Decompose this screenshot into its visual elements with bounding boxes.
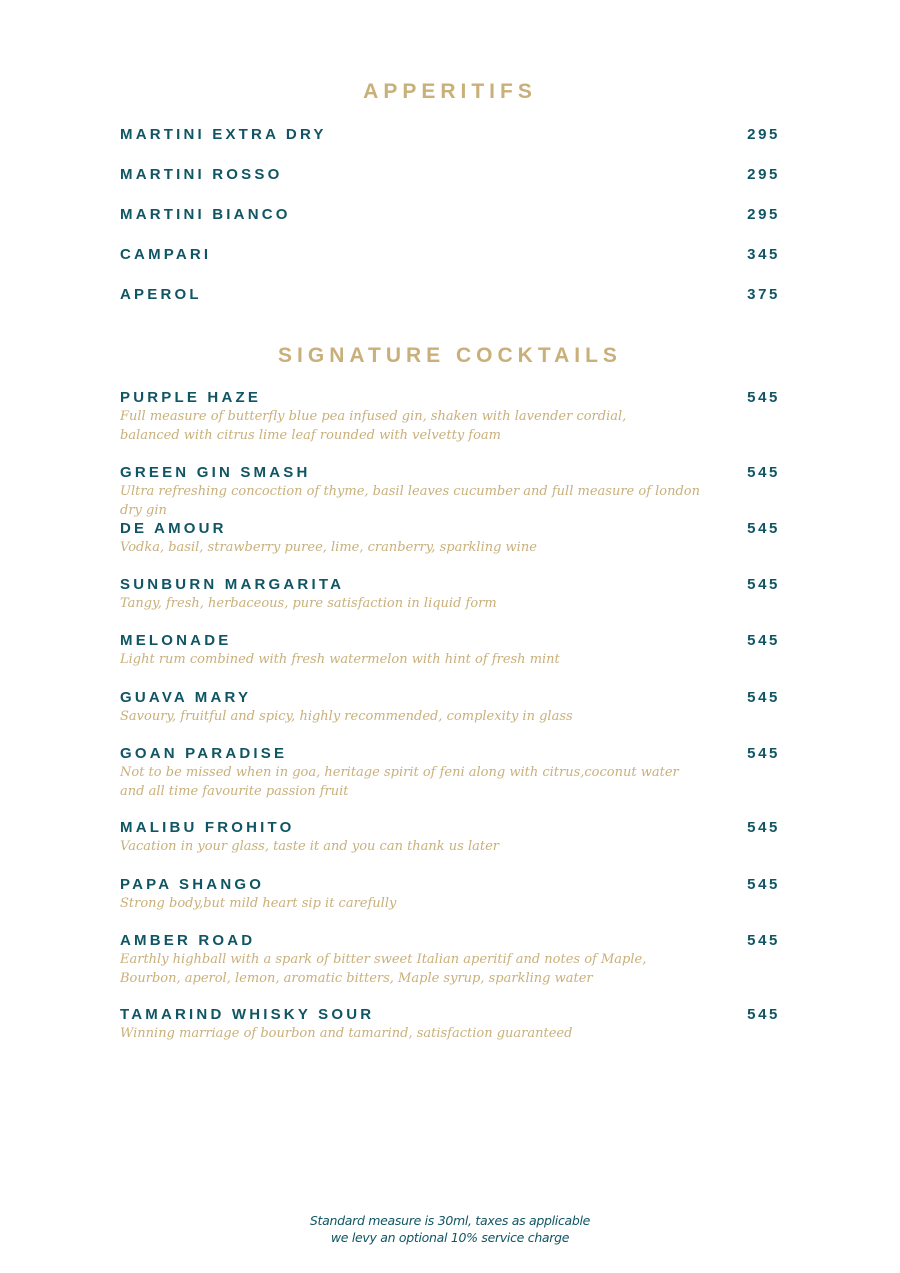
- item-name: MARTINI BIANCO: [120, 206, 291, 223]
- item-name: APEROL: [120, 286, 202, 303]
- menu-item-martini-extra-dry: [120, 125, 780, 145]
- item-price: 545: [747, 932, 780, 949]
- item-description: Strong body,but mild heart sip it carefully: [120, 896, 397, 911]
- item-name: GREEN GIN SMASH: [120, 464, 311, 481]
- item-name: MELONADE: [120, 632, 232, 649]
- menu-item-sunburn-margarita: [120, 575, 780, 614]
- item-name: PAPA SHANGO: [120, 876, 265, 893]
- item-price: 295: [747, 166, 780, 183]
- item-price: 295: [747, 206, 780, 223]
- footer-line-measure: Standard measure is 30ml, taxes as applicable: [309, 1213, 591, 1228]
- item-price: 295: [747, 126, 780, 143]
- menu-item-aperol: [120, 285, 780, 305]
- menu-item-goan-paradise: [120, 744, 780, 801]
- menu-item-de-amour: [120, 519, 780, 558]
- item-name: CAMPARI: [120, 246, 212, 263]
- item-name: GOAN PARADISE: [120, 745, 288, 762]
- item-name: MALIBU FROHITO: [120, 819, 295, 836]
- menu-item-tamarind-whisky-sour: [120, 1005, 780, 1044]
- item-name: PURPLE HAZE: [120, 389, 262, 406]
- item-price: 545: [747, 389, 780, 406]
- footer-note: [0, 1212, 900, 1246]
- item-name: TAMARIND WHISKY SOUR: [120, 1006, 375, 1023]
- menu-item-green-gin-smash: [120, 463, 780, 520]
- section-title-signature-cocktails: SIGNATURE COCKTAILS: [278, 344, 622, 367]
- item-price: 345: [747, 246, 780, 263]
- item-price: 545: [747, 520, 780, 537]
- item-name: DE AMOUR: [120, 520, 227, 537]
- item-name: MARTINI ROSSO: [120, 166, 283, 183]
- item-price: 545: [747, 745, 780, 762]
- item-description: Not to be missed when in goa, heritage spirit of feni along with citrus,coconut water and all time favourite passion fruit: [120, 765, 679, 799]
- item-name: MARTINI EXTRA DRY: [120, 126, 327, 143]
- menu-item-papa-shango: [120, 875, 780, 914]
- menu-item-purple-haze: [120, 388, 780, 445]
- item-name: SUNBURN MARGARITA: [120, 576, 345, 593]
- menu-item-martini-bianco: [120, 205, 780, 225]
- menu-item-campari: [120, 245, 780, 265]
- menu-item-melonade: [120, 631, 780, 670]
- footer-line-service-charge: we levy an optional 10% service charge: [330, 1230, 570, 1245]
- menu-item-martini-rosso: [120, 165, 780, 185]
- item-description: Winning marriage of bourbon and tamarind, satisfaction guaranteed: [120, 1026, 573, 1041]
- item-price: 545: [747, 632, 780, 649]
- item-name: GUAVA MARY: [120, 689, 252, 706]
- menu-item-amber-road: [120, 931, 780, 988]
- section-title-apperitifs: APPERITIFS: [363, 80, 537, 103]
- item-description: Savoury, fruitful and spicy, highly recommended, complexity in glass: [120, 709, 573, 724]
- item-price: 545: [747, 819, 780, 836]
- item-description: Light rum combined with fresh watermelon with hint of fresh mint: [120, 652, 560, 667]
- menu-item-malibu-frohito: [120, 818, 780, 857]
- item-price: 375: [747, 286, 780, 303]
- item-price: 545: [747, 876, 780, 893]
- item-name: AMBER ROAD: [120, 932, 256, 949]
- item-description: Vacation in your glass, taste it and you can thank us later: [120, 839, 500, 854]
- item-price: 545: [747, 689, 780, 706]
- item-price: 545: [747, 576, 780, 593]
- item-description: Tangy, fresh, herbaceous, pure satisfaction in liquid form: [120, 596, 497, 611]
- item-description: Earthly highball with a spark of bitter sweet Italian aperitif and notes of Maple, Bourbon, aperol, lemon, aromatic bitters, Maple syrup, sparkling water: [120, 952, 647, 986]
- item-description: Full measure of butterfly blue pea infused gin, shaken with lavender cordial, balanced with citrus lime leaf rounded with velvetty foam: [120, 409, 627, 443]
- item-description: Vodka, basil, strawberry puree, lime, cranberry, sparkling wine: [120, 540, 537, 555]
- item-description: Ultra refreshing concoction of thyme, basil leaves cucumber and full measure of london dry gin: [120, 484, 701, 518]
- item-price: 545: [747, 1006, 780, 1023]
- item-price: 545: [747, 464, 780, 481]
- menu-item-guava-mary: [120, 688, 780, 727]
